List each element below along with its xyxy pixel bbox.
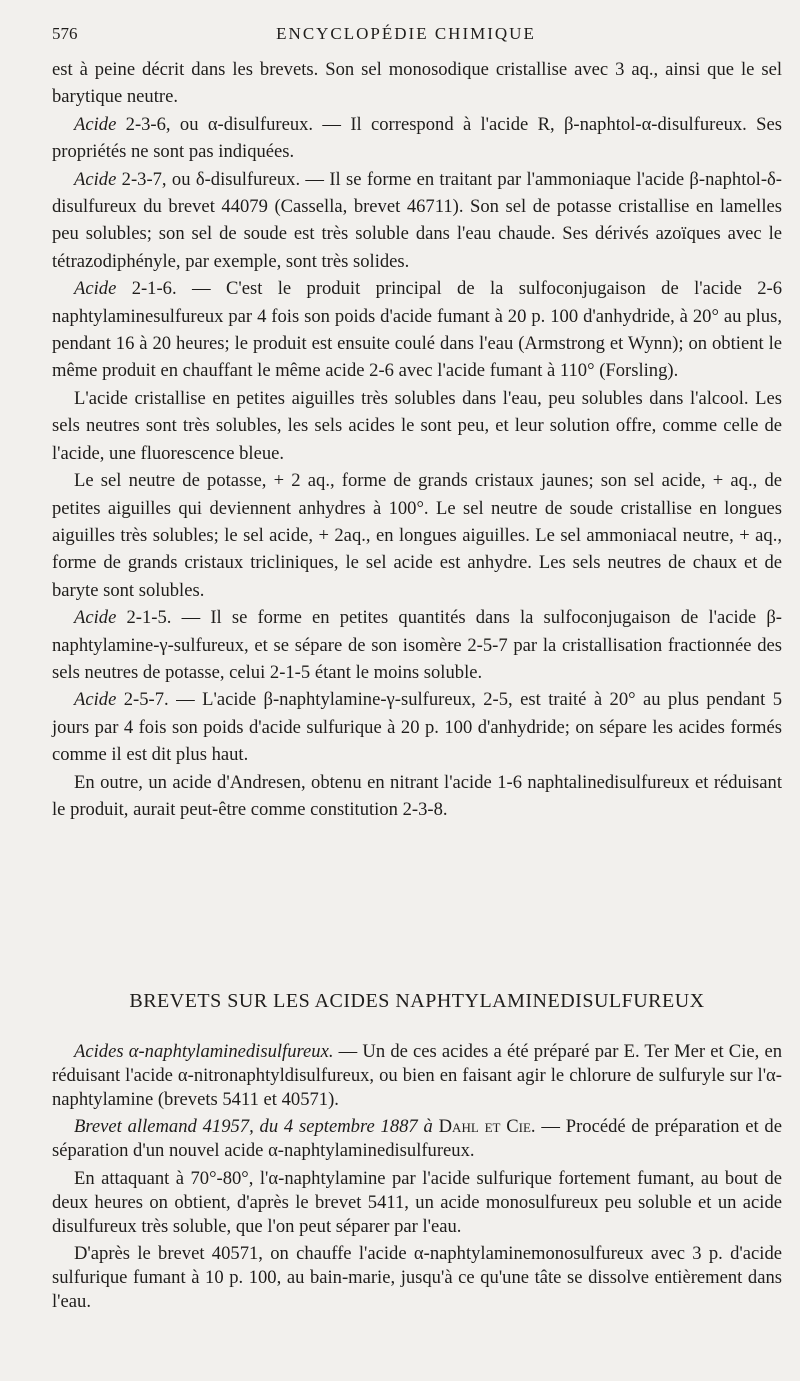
- paragraph: est à peine décrit dans les brevets. Son sel monosodique cristallise avec 3 aq., ainsi que le sel barytique neutre.: [52, 59, 782, 108]
- running-head: ENCYCLOPÉDIE CHIMIQUE: [276, 24, 536, 43]
- paragraph: Acides α-naphtylaminedisulfureux. — Un de ces acides a été préparé par E. Ter Mer et Cie, en réduisant l'acide α-nitronaphtyldisulfureux, ou bien en faisant agir le chlorure de sulfuryle sur l'α-naphtylamine (brevets 5411 et 40571).: [52, 1041, 782, 1110]
- paragraph: En attaquant à 70°-80°, l'α-naphtylamine par l'acide sulfurique fortement fumant, au bout de deux heures on obtient, d'après le brevet 5411, un acide monosulfureux peu soluble et un acide disulfureux très soluble, que l'on peut séparer par l'eau.: [52, 1167, 782, 1237]
- paragraph: L'acide cristallise en petites aiguilles très solubles dans l'eau, peu solubles dans l'alcool. Les sels neutres sont très solubles, les sels acides le sont peu, et leur solution offre, comme celle de l'acide, une fluorescence bleue.: [52, 387, 782, 464]
- page-header: [52, 24, 760, 48]
- paragraph: D'après le brevet 40571, on chauffe l'acide α-naphtylaminemonosulfureux avec 3 p. d'acide sulfurique fumant à 10 p. 100, au bain-marie, jusqu'à ce qu'une tâte se dissolve entièrement dans l'eau.: [52, 1243, 782, 1312]
- section-title: BREVETS SUR LES ACIDES NAPHTYLAMINEDISULFUREUX: [129, 990, 705, 1012]
- paragraph: Acide 2-5-7. — L'acide β-naphtylamine-γ-sulfureux, 2-5, est traité à 20° au plus pendant 5 jours par 4 fois son poids d'acide sulfurique à 20 p. 100 d'anhydride; on sépare les acides formés comme il est dit plus haut.: [52, 689, 782, 766]
- paragraph: Brevet allemand 41957, du 4 septembre 1887 à Dahl et Cie. — Procédé de préparation et de séparation d'un nouvel acide α-naphtylaminedisulfureux.: [52, 1116, 782, 1162]
- main-text: [52, 56, 782, 823]
- paragraph: Acide 2-1-5. — Il se forme en petites quantités dans la sulfoconjugaison de l'acide β-naphtylamine-γ-sulfureux, et se sépare de son isomère 2-5-7 par la cristallisation fractionnée des sels neutres de potasse, celui 2-1-5 étant le moins soluble.: [52, 607, 782, 683]
- paragraph: Acide 2-1-6. — C'est le produit principal de la sulfoconjugaison de l'acide 2-6 naphtylaminesulfureux par 4 fois son poids d'acide fumant à 20 p. 100 d'anhydride, à 20° au plus, pendant 16 à 20 heures; le produit est ensuite coulé dans l'eau (Armstrong et Wynn); on obtient le même produit en chauffant le même acide 2-6 avec l'acide fumant à 110° (Forsling).: [52, 278, 782, 382]
- paragraph: Le sel neutre de potasse, + 2 aq., forme de grands cristaux jaunes; son sel acide, + aq., de petites aiguilles qui deviennent anhydres à 100°. Le sel neutre de soude cristallise en longues aiguilles très solubles; le sel acide, + 2aq., en longues aiguilles. Le sel ammoniacal neutre, + aq., forme de grands cristaux tricliniques, le sel acide est anhydre. Les sels neutres de chaux et de baryte sont solubles.: [52, 470, 782, 601]
- page-number: 576: [52, 24, 78, 43]
- paragraph: Acide 2-3-7, ou δ-disulfureux. — Il se forme en traitant par l'ammoniaque l'acide β-naphtol-δ-disulfureux du brevet 44079 (Cassella, brevet 46711). Son sel de potasse cristallise en lamelles peu solubles; son sel de soude est très soluble dans l'eau chaude. Ses dérivés azoïques avec le tétrazodiphényle, par exemple, sont très solides.: [52, 168, 782, 272]
- paragraph: En outre, un acide d'Andresen, obtenu en nitrant l'acide 1-6 naphtalinedisulfureux et réduisant le produit, aurait peut-être comme constitution 2-3-8.: [52, 771, 782, 820]
- patent-text: [52, 1040, 782, 1314]
- paragraph: Acide 2-3-6, ou α-disulfureux. — Il correspond à l'acide R, β-naphtol-α-disulfureux. Ses propriétés ne sont pas indiquées.: [52, 113, 782, 163]
